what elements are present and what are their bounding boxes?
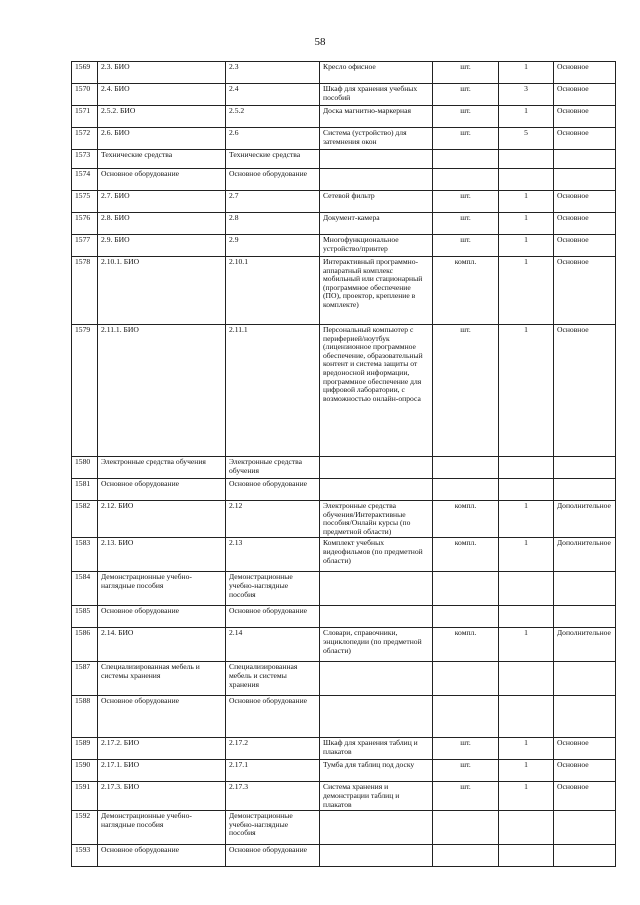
item-type: Основное (554, 257, 616, 325)
row-number: 1577 (72, 235, 98, 257)
item-qty: 3 (499, 84, 554, 106)
item-type (554, 479, 616, 501)
item-ref: Технические средства (226, 150, 320, 169)
item-code: 2.4. БИО (98, 84, 226, 106)
item-name (320, 572, 433, 606)
row-number: 1570 (72, 84, 98, 106)
item-name: Многофункциональное устройство/принтер (320, 235, 433, 257)
item-type (554, 811, 616, 845)
table-row (72, 760, 616, 782)
item-unit: шт. (433, 106, 499, 128)
item-ref: 2.12 (226, 501, 320, 538)
item-name (320, 696, 433, 738)
item-code: Демонстрационные учебно-наглядные пособия (98, 811, 226, 845)
item-type (554, 572, 616, 606)
item-code: 2.12. БИО (98, 501, 226, 538)
item-ref: 2.14 (226, 628, 320, 662)
table-row (72, 235, 616, 257)
item-qty (499, 811, 554, 845)
item-type (554, 696, 616, 738)
item-code: 2.3. БИО (98, 62, 226, 84)
item-type: Основное (554, 106, 616, 128)
item-qty (499, 169, 554, 191)
row-number: 1573 (72, 150, 98, 169)
item-type: Основное (554, 738, 616, 760)
item-name (320, 169, 433, 191)
item-qty (499, 150, 554, 169)
item-ref: 2.6 (226, 128, 320, 150)
item-name (320, 811, 433, 845)
table-row (72, 628, 616, 662)
table-row (72, 606, 616, 628)
item-ref: 2.4 (226, 84, 320, 106)
item-unit (433, 572, 499, 606)
item-unit: шт. (433, 213, 499, 235)
table-row (72, 811, 616, 845)
row-number: 1576 (72, 213, 98, 235)
table-row (72, 191, 616, 213)
item-name (320, 845, 433, 867)
item-name: Документ-камера (320, 213, 433, 235)
item-name: Комплект учебных видеофильмов (по предметной области) (320, 538, 433, 572)
item-name: Электронные средства обучения/Интерактивные пособия/Онлайн курсы (по предметной области) (320, 501, 433, 538)
item-qty (499, 845, 554, 867)
table-row (72, 150, 616, 169)
table-row (72, 457, 616, 479)
item-code: 2.13. БИО (98, 538, 226, 572)
item-unit: компл. (433, 628, 499, 662)
item-ref: Основное оборудование (226, 845, 320, 867)
table-row (72, 572, 616, 606)
item-unit (433, 811, 499, 845)
item-qty (499, 696, 554, 738)
item-code: 2.11.1. БИО (98, 325, 226, 457)
table-row (72, 257, 616, 325)
item-unit (433, 662, 499, 696)
item-ref: Демонстрационные учебно-наглядные пособия (226, 811, 320, 845)
item-name: Сетевой фильтр (320, 191, 433, 213)
table-row (72, 479, 616, 501)
item-qty: 1 (499, 325, 554, 457)
row-number: 1569 (72, 62, 98, 84)
item-qty: 1 (499, 501, 554, 538)
row-number: 1591 (72, 782, 98, 811)
row-number: 1578 (72, 257, 98, 325)
item-type: Основное (554, 235, 616, 257)
item-code: Специализированная мебель и системы хранения (98, 662, 226, 696)
item-unit: шт. (433, 62, 499, 84)
item-code: Основное оборудование (98, 479, 226, 501)
table-row (72, 128, 616, 150)
table-row (72, 213, 616, 235)
item-ref: 2.10.1 (226, 257, 320, 325)
item-unit (433, 150, 499, 169)
item-name: Система (устройство) для затемнения окон (320, 128, 433, 150)
item-code: 2.17.1. БИО (98, 760, 226, 782)
item-name (320, 479, 433, 501)
page-number: 58 (314, 36, 326, 48)
item-unit: шт. (433, 235, 499, 257)
item-type (554, 662, 616, 696)
item-unit: шт. (433, 760, 499, 782)
row-number: 1581 (72, 479, 98, 501)
row-number: 1592 (72, 811, 98, 845)
item-qty: 1 (499, 213, 554, 235)
item-unit (433, 845, 499, 867)
item-name (320, 457, 433, 479)
item-unit (433, 457, 499, 479)
item-name: Система хранения и демонстрации таблиц и плакатов (320, 782, 433, 811)
item-unit (433, 479, 499, 501)
row-number: 1589 (72, 738, 98, 760)
item-unit: компл. (433, 501, 499, 538)
row-number: 1571 (72, 106, 98, 128)
item-qty: 1 (499, 62, 554, 84)
item-qty: 1 (499, 760, 554, 782)
item-code: Демонстрационные учебно-наглядные пособия (98, 572, 226, 606)
table-row (72, 84, 616, 106)
item-unit (433, 169, 499, 191)
row-number: 1574 (72, 169, 98, 191)
table-row (72, 501, 616, 538)
item-qty: 1 (499, 257, 554, 325)
item-code: 2.14. БИО (98, 628, 226, 662)
row-number: 1586 (72, 628, 98, 662)
item-qty: 1 (499, 538, 554, 572)
item-code: 2.17.3. БИО (98, 782, 226, 811)
item-name: Словари, справочники, энциклопедии (по предметной области) (320, 628, 433, 662)
item-unit: шт. (433, 738, 499, 760)
item-code: Основное оборудование (98, 606, 226, 628)
item-name (320, 662, 433, 696)
item-code: 2.6. БИО (98, 128, 226, 150)
item-qty (499, 457, 554, 479)
item-qty (499, 572, 554, 606)
item-type: Основное (554, 760, 616, 782)
item-ref: 2.13 (226, 538, 320, 572)
item-qty: 1 (499, 782, 554, 811)
item-ref: Основное оборудование (226, 606, 320, 628)
item-code: 2.17.2. БИО (98, 738, 226, 760)
item-type: Основное (554, 191, 616, 213)
item-type (554, 845, 616, 867)
row-number: 1587 (72, 662, 98, 696)
item-unit: компл. (433, 538, 499, 572)
item-ref: Специализированная мебель и системы хранения (226, 662, 320, 696)
item-unit: компл. (433, 257, 499, 325)
item-ref: 2.17.1 (226, 760, 320, 782)
table-row (72, 662, 616, 696)
table-row (72, 106, 616, 128)
item-qty (499, 479, 554, 501)
row-number: 1580 (72, 457, 98, 479)
item-unit: шт. (433, 191, 499, 213)
item-type: Основное (554, 782, 616, 811)
item-unit: шт. (433, 325, 499, 457)
item-type: Дополнительное (554, 538, 616, 572)
table-row (72, 62, 616, 84)
item-code: 2.8. БИО (98, 213, 226, 235)
equipment-table (71, 61, 616, 867)
item-ref: 2.17.2 (226, 738, 320, 760)
item-code: Основное оборудование (98, 696, 226, 738)
row-number: 1582 (72, 501, 98, 538)
item-ref: 2.3 (226, 62, 320, 84)
item-ref: 2.17.3 (226, 782, 320, 811)
item-type: Основное (554, 128, 616, 150)
item-qty: 1 (499, 235, 554, 257)
item-qty (499, 606, 554, 628)
item-qty: 5 (499, 128, 554, 150)
table-row (72, 782, 616, 811)
item-type: Основное (554, 325, 616, 457)
item-type (554, 150, 616, 169)
row-number: 1583 (72, 538, 98, 572)
item-unit (433, 606, 499, 628)
item-code: Основное оборудование (98, 169, 226, 191)
item-name: Доска магнитно-маркерная (320, 106, 433, 128)
item-ref: Основное оборудование (226, 169, 320, 191)
item-qty: 1 (499, 191, 554, 213)
table-row (72, 845, 616, 867)
table-row (72, 325, 616, 457)
table-row (72, 696, 616, 738)
item-ref: Основное оборудование (226, 696, 320, 738)
item-unit: шт. (433, 128, 499, 150)
row-number: 1593 (72, 845, 98, 867)
table-row (72, 738, 616, 760)
item-qty: 1 (499, 628, 554, 662)
row-number: 1585 (72, 606, 98, 628)
item-type (554, 457, 616, 479)
table-row (72, 169, 616, 191)
item-name (320, 606, 433, 628)
item-name: Интерактивный программно-аппаратный комплекс мобильный или стационарный (программное обеспечение (ПО), проектор, крепление в комплекте) (320, 257, 433, 325)
item-code: Технические средства (98, 150, 226, 169)
item-name: Тумба для таблиц под доску (320, 760, 433, 782)
item-unit (433, 696, 499, 738)
item-ref: 2.8 (226, 213, 320, 235)
item-type: Дополнительное (554, 628, 616, 662)
item-name: Кресло офисное (320, 62, 433, 84)
item-code: Электронные средства обучения (98, 457, 226, 479)
row-number: 1575 (72, 191, 98, 213)
row-number: 1590 (72, 760, 98, 782)
row-number: 1584 (72, 572, 98, 606)
item-qty: 1 (499, 106, 554, 128)
table-row (72, 538, 616, 572)
item-ref: Демонстрационные учебно-наглядные пособия (226, 572, 320, 606)
item-ref: 2.5.2 (226, 106, 320, 128)
item-code: Основное оборудование (98, 845, 226, 867)
item-unit: шт. (433, 84, 499, 106)
item-code: 2.5.2. БИО (98, 106, 226, 128)
item-type: Дополнительное (554, 501, 616, 538)
item-code: 2.7. БИО (98, 191, 226, 213)
item-code: 2.10.1. БИО (98, 257, 226, 325)
item-qty (499, 662, 554, 696)
item-type: Основное (554, 62, 616, 84)
item-type: Основное (554, 84, 616, 106)
row-number: 1588 (72, 696, 98, 738)
item-name (320, 150, 433, 169)
item-name: Персональный компьютер с периферией/ноутбук (лицензионное программное обеспечение, образовательный контент и система защиты от вредоносной информации, программное обеспечение для цифровой лаборатории, с возможностью онлайн-опроса (320, 325, 433, 457)
item-code: 2.9. БИО (98, 235, 226, 257)
item-type (554, 606, 616, 628)
item-type: Основное (554, 213, 616, 235)
item-ref: 2.11.1 (226, 325, 320, 457)
item-ref: Основное оборудование (226, 479, 320, 501)
item-ref: 2.7 (226, 191, 320, 213)
item-unit: шт. (433, 782, 499, 811)
item-ref: Электронные средства обучения (226, 457, 320, 479)
item-ref: 2.9 (226, 235, 320, 257)
item-type (554, 169, 616, 191)
row-number: 1579 (72, 325, 98, 457)
item-name: Шкаф для хранения таблиц и плакатов (320, 738, 433, 760)
item-name: Шкаф для хранения учебных пособий (320, 84, 433, 106)
row-number: 1572 (72, 128, 98, 150)
item-qty: 1 (499, 738, 554, 760)
